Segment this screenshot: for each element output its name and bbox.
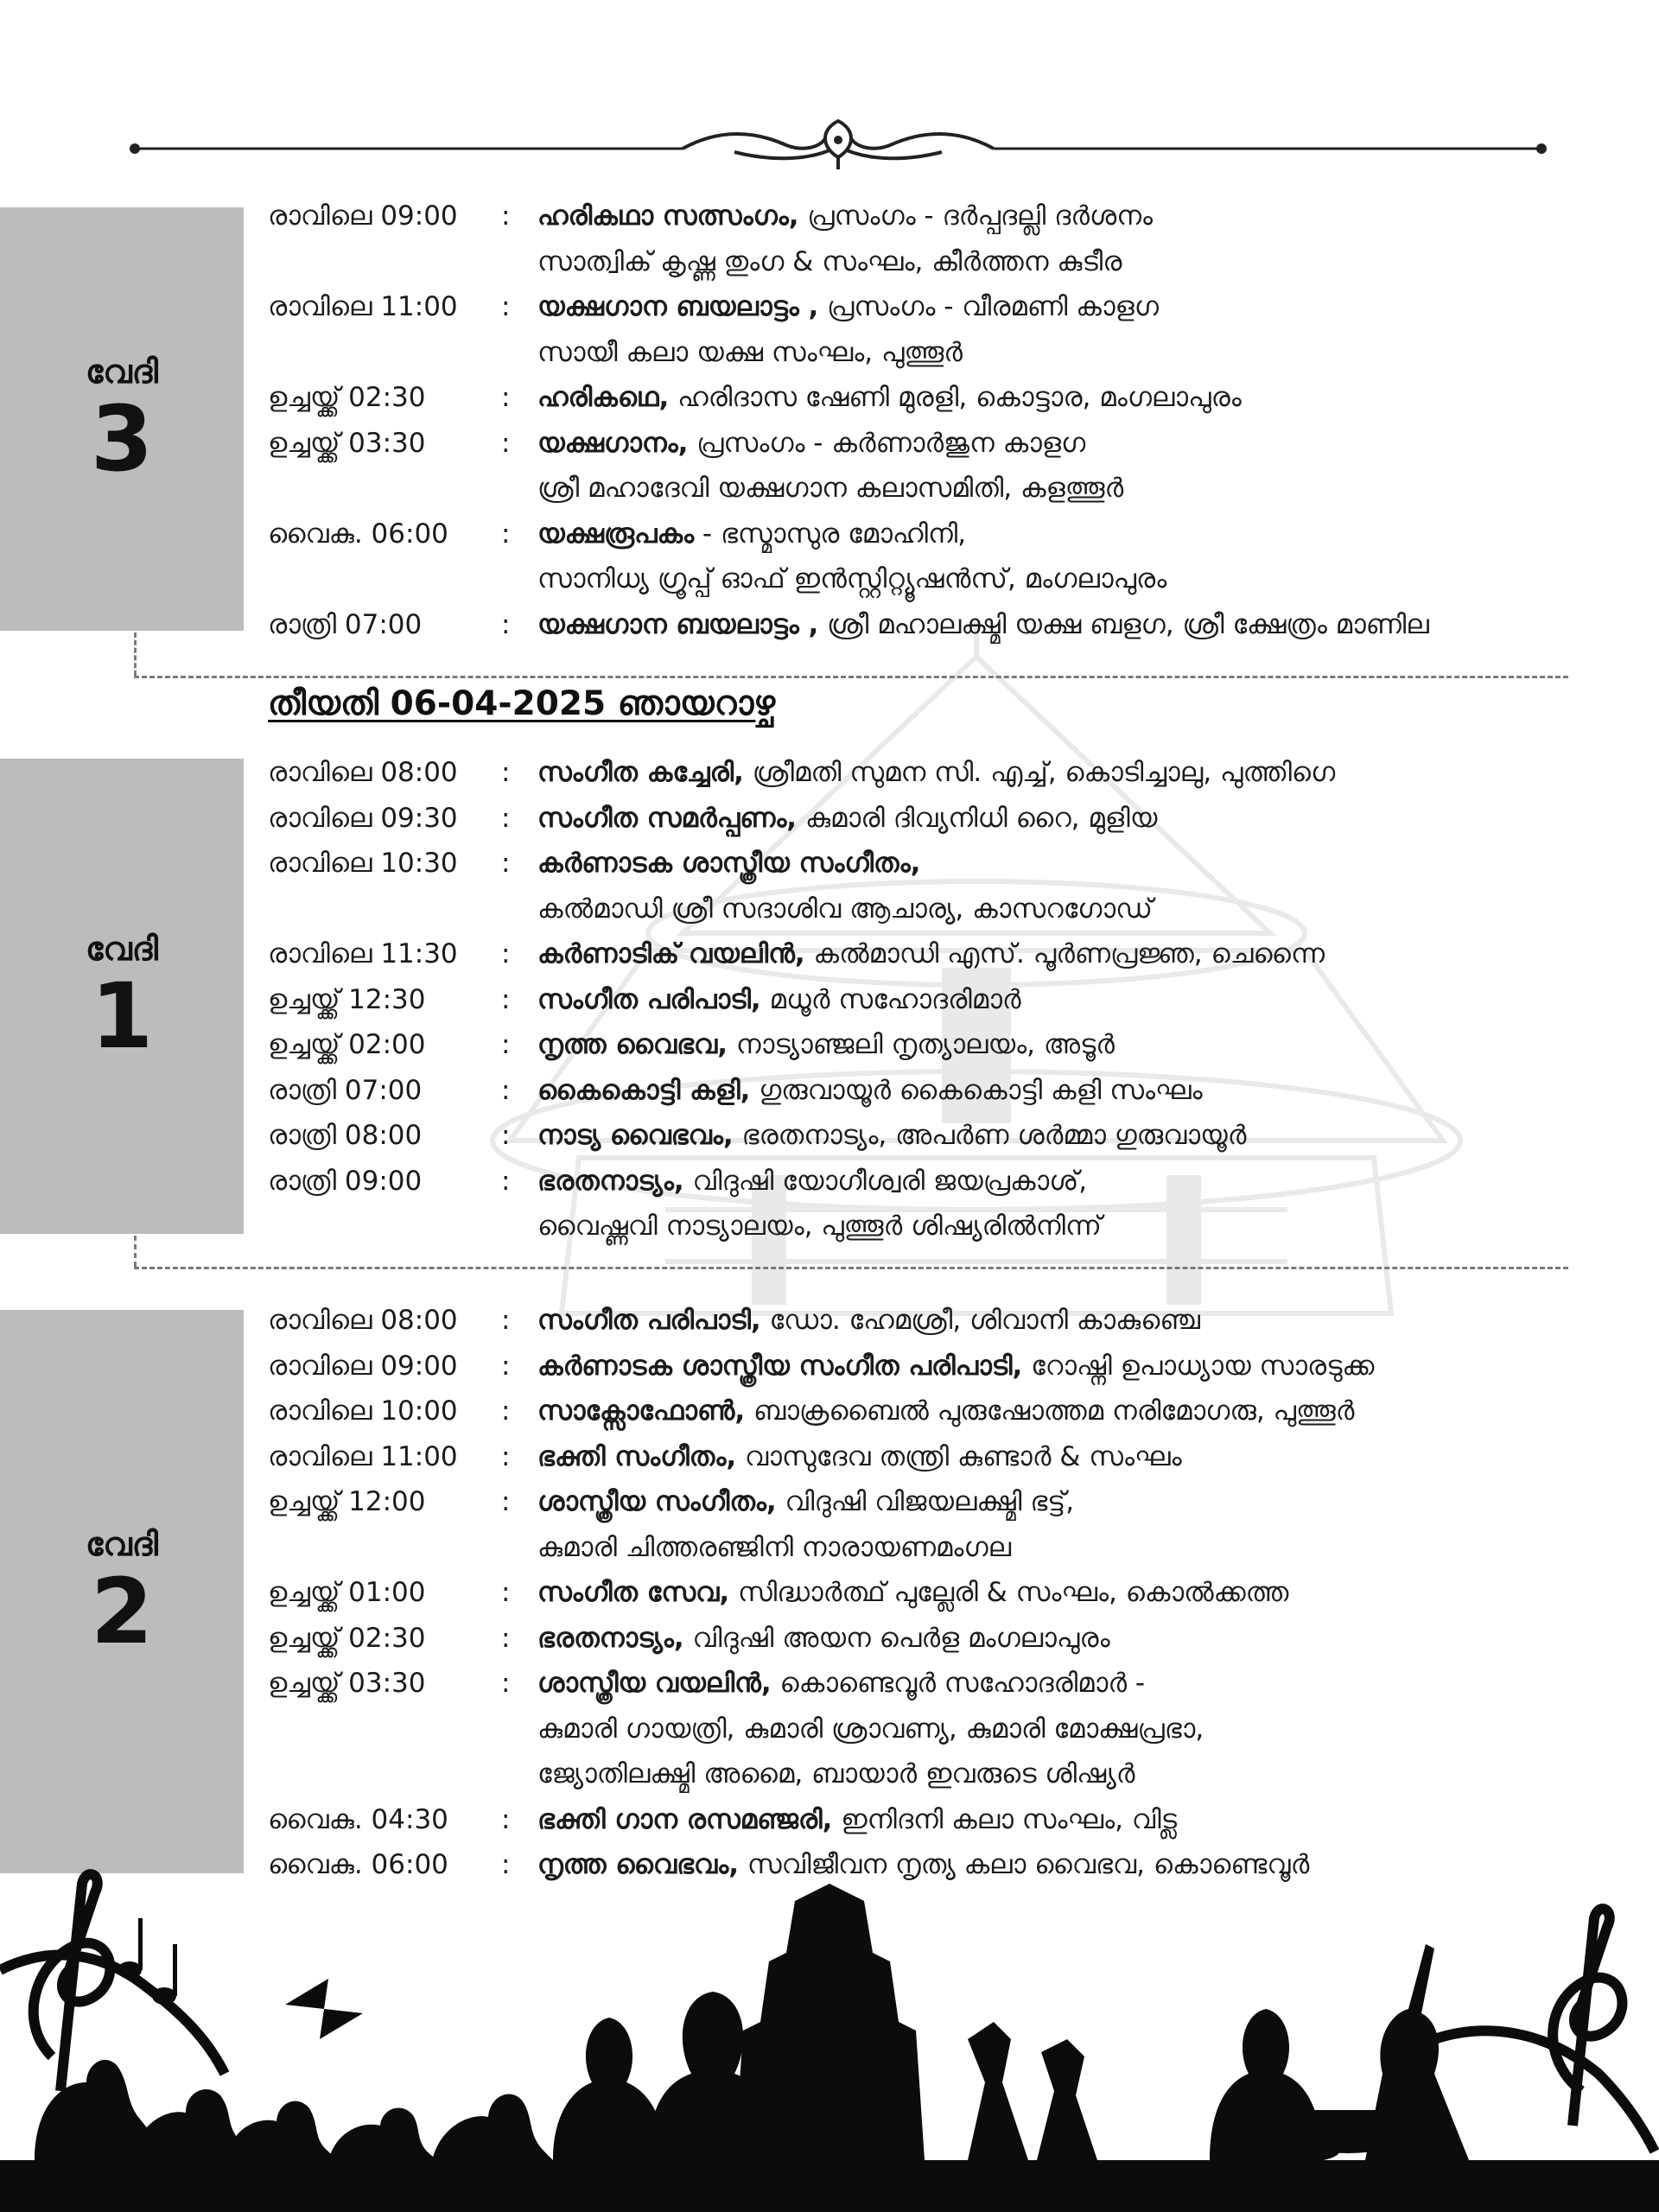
event-time: രാവിലെ 09:00	[268, 200, 458, 232]
event-description	[537, 1797, 1177, 1842]
event-details: ഭരതനാട്യം, അപർണ ശർമ്മാ ഗുരുവായൂർ	[733, 1120, 1247, 1151]
event-details: ജ്യോതിലക്ഷ്മി അമൈ, ബായാർ ഇവരുടെ ശിഷ്യർ	[537, 1758, 1135, 1789]
event-title: ഹരികഥാ സത്സംഗം,	[537, 200, 799, 232]
event-title: നാട്യ വൈഭവം,	[537, 1120, 734, 1151]
vedi-label: വേദി	[86, 1525, 158, 1564]
event-description	[537, 1570, 1288, 1615]
schedule-row	[0, 796, 1659, 841]
schedule-row	[0, 750, 1659, 795]
schedule-row	[0, 1661, 1659, 1706]
event-details: - ഭസ്മാസുര മോഹിനി,	[694, 518, 967, 550]
event-title: യക്ഷഗാന ബയലാട്ടം ,	[537, 608, 819, 640]
event-description	[537, 1661, 1145, 1706]
time-separator: :	[501, 1440, 511, 1472]
schedule-row	[0, 375, 1659, 420]
event-title: കർണാടക ശാസ്ത്രീയ സംഗീതം,	[537, 848, 921, 879]
event-title: യക്ഷഗാന ബയലാട്ടം ,	[537, 291, 819, 322]
event-details: വിദുഷി വിജയലക്ഷ്മി ഭട്ട്,	[776, 1486, 1075, 1517]
event-details: ഗുരുവായൂർ കൈകൊട്ടി കളി സംഘം	[750, 1074, 1203, 1106]
event-details: സായീ കലാ യക്ഷ സംഘം, പുത്തൂർ	[537, 336, 963, 368]
time-separator: :	[501, 608, 511, 640]
event-title: സംഗീത പരിപാടി,	[537, 1305, 761, 1336]
event-description	[537, 330, 963, 375]
event-description	[537, 466, 1123, 511]
schedule-row-continuation	[0, 239, 1659, 284]
vedi-number: 2	[90, 1558, 154, 1664]
time-separator: :	[501, 1668, 511, 1699]
event-details: പ്രസംഗം - ദർപ്പദല്ലി ദർശനം	[798, 200, 1153, 232]
event-details: കൊണ്ടെവൂർ സഹോദരിമാർ -	[771, 1668, 1146, 1699]
schedule-row-continuation	[0, 1751, 1659, 1796]
event-title: ഭക്തി ഗാന രസമഞ്ജരി,	[537, 1803, 833, 1835]
event-description	[537, 512, 966, 556]
event-title: നൃത്ത വൈഭവ,	[537, 1029, 728, 1060]
event-details: സിദ്ധാർത്ഥ് പുല്ലേരി & സംഘം, കൊൽക്കത്ത	[729, 1577, 1289, 1608]
event-details: വിദുഷി അയന പെർള മംഗലാപുരം	[683, 1622, 1110, 1654]
event-description	[537, 977, 1021, 1022]
event-details: കൽമാഡി എസ്. പൂർണപ്രജ്ഞ, ചെന്നൈ	[804, 938, 1325, 969]
schedule-row	[0, 602, 1659, 647]
event-description	[537, 1751, 1135, 1796]
event-time: രാവിലെ 10:00	[268, 1395, 458, 1427]
event-description	[537, 556, 1166, 601]
event-title: സംഗീത പരിപാടി,	[537, 983, 761, 1015]
footer-artists-silhouette	[0, 1866, 1659, 2212]
event-time: ഉച്ചയ്ക്ക് 12:30	[268, 983, 426, 1015]
event-time: രാവിലെ 11:00	[268, 1440, 458, 1472]
event-description	[537, 602, 1429, 647]
event-details: മധൂർ സഹോദരിമാർ	[760, 983, 1021, 1015]
event-time: രാവിലെ 11:30	[268, 938, 458, 969]
event-title: ശാസ്ത്രീയ വയലിൻ,	[537, 1668, 772, 1699]
schedule-row	[0, 421, 1659, 466]
time-separator: :	[501, 1165, 511, 1197]
time-separator: :	[501, 1577, 511, 1608]
section-divider	[134, 676, 1568, 678]
time-separator: :	[501, 1395, 511, 1427]
event-time: ഉച്ചയ്ക്ക് 02:30	[268, 382, 426, 413]
event-details: കൽമാഡി ശ്രീ സദാശിവ ആചാര്യ, കാസറഗോഡ്	[537, 893, 1153, 925]
event-description	[537, 931, 1325, 976]
schedule-row-continuation	[0, 466, 1659, 511]
event-description	[537, 1113, 1246, 1158]
event-description	[537, 194, 1153, 238]
event-title: ഭരതനാട്യം,	[537, 1622, 684, 1654]
time-separator: :	[501, 938, 511, 969]
event-description	[537, 796, 1157, 841]
schedule-row	[0, 1344, 1659, 1389]
event-details: കുമാരി ചിത്തരഞ്ജിനി നാരായണമംഗല	[537, 1531, 1012, 1563]
schedule-row	[0, 841, 1659, 886]
event-description	[537, 1389, 1355, 1433]
vedi-number: 3	[90, 385, 154, 492]
time-separator: :	[501, 1305, 511, 1336]
event-title: യക്ഷരൂപകം	[537, 518, 695, 550]
event-description	[537, 421, 1085, 466]
schedule-row-continuation	[0, 556, 1659, 601]
event-details: വൈഷ്ണവി നാട്യാലയം, പുത്തൂർ ശിഷ്യരിൽനിന്ന്	[537, 1211, 1102, 1242]
time-separator: :	[501, 1849, 511, 1880]
event-description	[537, 1479, 1074, 1524]
event-description	[537, 887, 1153, 931]
event-time: ഉച്ചയ്ക്ക് 12:00	[268, 1486, 426, 1517]
event-description	[537, 1298, 1200, 1343]
event-title: ഭരതനാട്യം,	[537, 1165, 684, 1197]
event-description	[537, 1707, 1204, 1751]
event-title: സംഗീത സേവ,	[537, 1577, 730, 1608]
event-details: പ്രസംഗം - കർണാർജുന കാളഗ	[688, 427, 1086, 459]
date-heading: തീയതി 06-04-2025 ഞായറാഴ്ച	[268, 684, 776, 723]
time-separator: :	[501, 200, 511, 232]
event-description	[537, 1344, 1374, 1389]
time-separator: :	[501, 427, 511, 459]
time-separator: :	[501, 518, 511, 550]
schedule-row	[0, 1113, 1659, 1158]
schedule-row	[0, 1434, 1659, 1479]
schedule-row	[0, 1616, 1659, 1661]
schedule-row	[0, 194, 1659, 238]
time-separator: :	[501, 1074, 511, 1106]
schedule-row-continuation	[0, 1707, 1659, 1751]
vedi-label: വേദി	[86, 930, 158, 969]
event-details: ബാക്രബൈൽ പുരുഷോത്തമ നരിമോഗരു, പുത്തൂർ	[745, 1395, 1355, 1427]
event-time: രാവിലെ 10:30	[268, 848, 458, 879]
schedule-row	[0, 1159, 1659, 1204]
event-title: സാക്സോഫോൺ,	[537, 1395, 746, 1427]
event-time: രാവിലെ 09:30	[268, 802, 458, 834]
event-description	[537, 750, 1335, 795]
event-details: ഡോ. ഹേമശ്രീ, ശിവാനി കാകുഞ്ചെ	[760, 1305, 1200, 1336]
event-time: രാത്രി 08:00	[268, 1120, 423, 1151]
event-details: ഹരിദാസ ഷേണി മുരളി, കൊട്ടാര, മംഗലാപുരം	[669, 382, 1242, 413]
event-description	[537, 1616, 1110, 1661]
event-description	[537, 1525, 1011, 1570]
schedule-row	[0, 1298, 1659, 1343]
event-description	[537, 239, 1122, 284]
event-description	[537, 1434, 1182, 1479]
event-details: പ്രസംഗം - വീരമണി കാളഗ	[818, 291, 1159, 322]
event-title: സംഗീത സമർപ്പണം,	[537, 802, 798, 834]
event-time: രാവിലെ 11:00	[268, 291, 458, 322]
time-separator: :	[501, 1350, 511, 1382]
event-time: രാവിലെ 08:00	[268, 1305, 458, 1336]
event-description	[537, 1068, 1203, 1113]
time-separator: :	[501, 1029, 511, 1060]
event-title: യക്ഷഗാനം,	[537, 427, 689, 459]
event-title: കർണാടിക് വയലിൻ,	[537, 938, 805, 969]
event-details: കുമാരി ഗായത്രി, കുമാരി ശ്രാവണ്യ, കുമാരി മോക്ഷപ്രഭാ,	[537, 1713, 1205, 1745]
event-details: ശ്രീ മഹാലക്ഷ്മി യക്ഷ ബളഗ, ശ്രീ ക്ഷേത്രം മാണില	[818, 608, 1429, 640]
time-separator: :	[501, 757, 511, 788]
vedi-label: വേദി	[86, 353, 158, 391]
event-title: നൃത്ത വൈഭവം,	[537, 1849, 740, 1880]
event-details: സാത്വിക് കൃഷ്ണ തുംഗ & സംഘം, കീർത്തന കുടീര	[537, 245, 1122, 277]
time-separator: :	[501, 382, 511, 413]
event-description	[537, 1204, 1102, 1249]
event-title: കർണാടക ശാസ്ത്രീയ സംഗീത പരിപാടി,	[537, 1350, 1023, 1382]
schedule-row	[0, 284, 1659, 329]
event-time: രാത്രി 07:00	[268, 608, 423, 640]
event-time: രാവിലെ 08:00	[268, 757, 458, 788]
event-title: ശാസ്ത്രീയ സംഗീതം,	[537, 1486, 777, 1517]
schedule-row	[0, 1570, 1659, 1615]
event-details: നാട്യാഞ്ജലി നൃത്യാലയം, അടൂർ	[728, 1029, 1115, 1060]
schedule-row	[0, 1479, 1659, 1524]
time-separator: :	[501, 1486, 511, 1517]
schedule-row	[0, 931, 1659, 976]
event-details: സാനിധ്യ ഗ്രൂപ്പ് ഓഫ് ഇൻസ്റ്റിറ്റ്യൂഷൻസ്, മംഗലാപുരം	[537, 563, 1167, 594]
event-title: സംഗീത കച്ചേരി,	[537, 757, 744, 788]
event-description	[537, 284, 1159, 329]
event-time: വൈകു. 06:00	[268, 1849, 448, 1880]
vedi-number: 1	[90, 963, 154, 1069]
time-separator: :	[501, 1803, 511, 1835]
event-time: വൈകു. 06:00	[268, 518, 448, 550]
event-details: ശ്രീ മഹാദേവി യക്ഷഗാന കലാസമിതി, കളത്തൂർ	[537, 473, 1124, 504]
event-title: ഭക്തി സംഗീതം,	[537, 1440, 737, 1472]
event-description	[537, 841, 920, 886]
event-time: രാത്രി 07:00	[268, 1074, 423, 1106]
event-time: വൈകു. 04:30	[268, 1803, 448, 1835]
schedule-row-continuation	[0, 1525, 1659, 1570]
event-details: വാസുദേവ തന്ത്രി കുണ്ടാർ & സംഘം	[736, 1440, 1182, 1472]
event-time: ഉച്ചയ്ക്ക് 02:30	[268, 1622, 426, 1654]
time-separator: :	[501, 848, 511, 879]
event-details: വിദുഷി യോഗീശ്വരി ജയപ്രകാശ്,	[683, 1165, 1088, 1197]
event-details: ഇനിദനി കലാ സംഘം, വിട്ല	[832, 1803, 1178, 1835]
top-ornament-divider	[130, 112, 1547, 181]
event-details: ശ്രീമതി സുമന സി. എച്ച്, കൊടിച്ചാലു, പുത്തിഗെ	[743, 757, 1336, 788]
event-title: കൈകൊട്ടി കളി,	[537, 1074, 751, 1106]
event-description	[537, 1159, 1087, 1204]
schedule-row	[0, 1389, 1659, 1433]
event-details: കുമാരി ദിവ്യനിധി റൈ, മുളിയ	[797, 802, 1158, 834]
schedule-row-continuation	[0, 330, 1659, 375]
schedule-row-continuation	[0, 887, 1659, 931]
time-separator: :	[501, 1622, 511, 1654]
event-description	[537, 375, 1242, 420]
schedule-row	[0, 1797, 1659, 1842]
schedule-row	[0, 1068, 1659, 1113]
schedule-row	[0, 1022, 1659, 1067]
time-separator: :	[501, 802, 511, 834]
schedule-row-continuation	[0, 1204, 1659, 1249]
event-title: ഹരികഥെ,	[537, 382, 670, 413]
time-separator: :	[501, 1120, 511, 1151]
event-time: രാത്രി 09:00	[268, 1165, 423, 1197]
time-separator: :	[501, 291, 511, 322]
event-time: ഉച്ചയ്ക്ക് 02:00	[268, 1029, 426, 1060]
event-description	[537, 1022, 1115, 1067]
time-separator: :	[501, 983, 511, 1015]
event-time: രാവിലെ 09:00	[268, 1350, 458, 1382]
schedule-row	[0, 512, 1659, 556]
event-details: റോഷ്നി ഉപാധ്യായ സാരടുക്ക	[1022, 1350, 1375, 1382]
event-time: ഉച്ചയ്ക്ക് 03:30	[268, 1668, 426, 1699]
event-time: ഉച്ചയ്ക്ക് 03:30	[268, 427, 426, 459]
schedule-row	[0, 977, 1659, 1022]
event-time: ഉച്ചയ്ക്ക് 01:00	[268, 1577, 426, 1608]
event-details: സവിജീവന നൃത്യ കലാ വൈഭവ, കൊണ്ടെവൂർ	[739, 1849, 1310, 1880]
section-divider	[134, 1267, 1568, 1269]
